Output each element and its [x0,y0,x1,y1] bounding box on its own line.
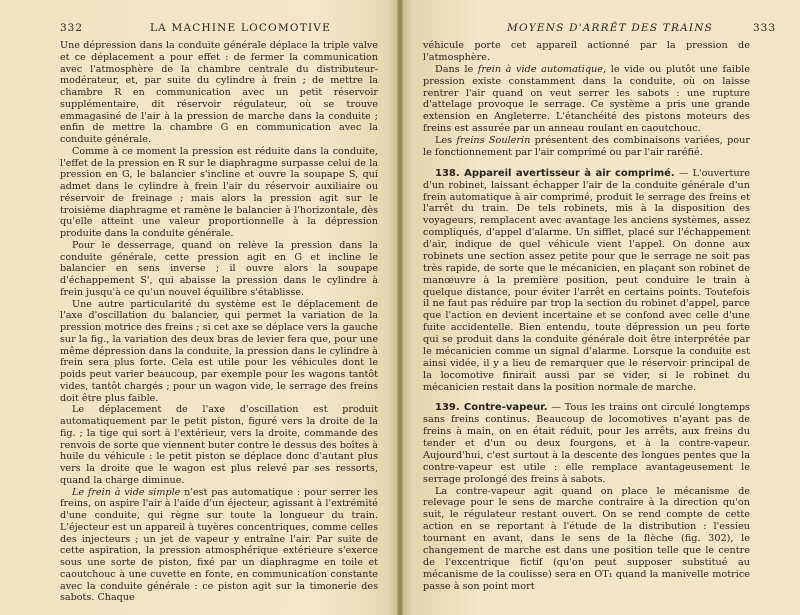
italic-term: Le frein à vide simple [72,486,181,498]
paragraph-text: — L'ouverture d'un robinet, laissant échapper l'air de la conduite générale d'un frein automatique à air comprimé, produit le serrage des freins et l'arrêt du train. De tels robinets, mis à la disposition des voyageurs, remplacent avec avantage les anciens systèmes, assez compliqués, d'appel d'alarme. Un sifflet, placé sur l'échappement d'air, indique de quel véhicule vient l'appel. On donne aux robinets une section assez petite pour que le serrage ne soit pas très rapide, de sorte que le mécanicien, en plaçant son robinet de manœuvre à la première position, peut conduire le train à quelque distance, pour éviter l'arrêt en certains points. Toutefois il ne faut pas réduire par trop la section du robinet d'appel, parce que l'action en devient incertaine et se confond avec celle d'une fuite accidentelle. Bien entendu, toute dépression un peu forte qui se produit dans la conduite générale doit être interprétée par le mécanicien comme un signal d'alarme. Lorsque la conduite est ainsi vidée, il y a lieu de remarquer que le réservoir principal de la locomotive finirait aussi par se vider, si le robinet du mécanicien restait dans la position normale de marche. [423,167,750,393]
paragraph-lead: Dans le [435,63,478,75]
paragraph-lead: Les [435,135,457,146]
book-gutter [397,0,403,615]
section-138 [423,168,750,394]
section-heading: 139. Contre-vapeur. [435,402,548,414]
running-title: LA MACHINE LOCOMOTIVE [150,22,331,34]
paragraph: La contre-vapeur agit quand on place le mécanisme de relevage pour le sens de marche contraire à la direction qu'on suit, le régulateur restant ouvert. On se rend compte de cette action en se reportant à l'étude de la distribution : l'essieu tournant en avant, dans le sens de la flèche (fig. 302), le changement de marche est dans une position telle que le centre de l'excentrique fictif (qu'on peut supposer substitué au mécanisme de la coulisse) sera en OT₁ quand la manivelle motrice passe à son point mort [423,485,750,592]
paragraph-text: — Tous les trains ont circulé longtemps sans freins continus. Beaucoup de locomotives n'ayant pas de freins à main, on en était réduit, pour les arrêts, aux freins du tender et d'un ou deux fourgons, et à la contre-vapeur. Aujourd'hui, c'est surtout à la descente des longues pentes que la contre-vapeur est utile : elle remplace avantageusement le serrage prolongé des freins à sabots. [423,402,750,485]
paragraph: Comme à ce moment la pression est réduite dans la conduite, l'effet de la pression en R sur le diaphragme surpasse celui de la pression en G, le balancier s'incline et ouvre la soupape S, qui admet dans le cylindre à frein l'air du réservoir auxiliaire ou réservoir de freinage ; mais alors la pression agit sur le troisième diaphragme et ramène le balancier à l'horizontale, dès qu'elle atteint une valeur proportionnelle à la dépression produite dans la conduite générale. [60,145,378,239]
paragraph: Le déplacement de l'axe d'oscillation est produit automatiquement par le petit piston, figuré vers la droite de la fig. ; la tige qui sort à l'extérieur, vers la droite, commande des renvois de sorte que viennent buter contre le dessus des boîtes à huile du véhicule : le petit piston se déplace donc d'autant plus vers la droite que le wagon est plus relevé par ses ressorts, quand la charge diminue. [60,404,378,486]
italic-term: frein à vide automatique [477,63,604,75]
paragraph-text: , le vide ou plutôt une faible pression existe constamment dans la conduite, où on laisse rentrer l'air quand on veut serrer les sabots : une rupture d'attelage provoque le serrage. Ce système a pris une grande extension en Angleterre. L'étanchéité des pistons moteurs des freins est assurée par un anneau roulant en caoutchouc. [423,63,750,135]
right-page-body [423,40,750,592]
section-139 [423,402,750,485]
paragraph-text: n'est pas automatique : pour serrer les freins, on aspire l'air à l'aide d'un éjecteur, agissant à l'extrémité d'une conduite, qui règne sur toute la longueur du train. L'éjecteur est un appareil à tuyères concentriques, comme celles des injecteurs ; un jet de vapeur y entraîne l'air. Par suite de cette aspiration, la pression atmosphérique extérieure s'exerce sous une sorte de piston, fixé par un diaphragme en toile et caoutchouc à une cuvette en fonte, en communication constante avec la conduite générale : ce piston agit sur la timonerie des sabots. Chaque [60,486,379,604]
left-page-body [60,40,378,604]
paragraph: véhicule porte cet appareil actionné par la pression de l'atmosphère. [423,40,750,63]
right-page [400,0,800,615]
italic-term: freins Soulerin [456,135,531,146]
paragraph: Une dépression dans la conduite générale déplace la triple valve et ce déplacement a pour effet : de fermer la communication avec l'atmosphère de la chambre centrale du distributeur-modérateur, et, par suite du cylindre à frein ; de mettre la chambre R en communication avec un petit réservoir supplémentaire, dit réservoir régulateur, où se trouve emmagasiné de l'air à la pression de marche dans la conduite ; enfin de mettre la chambre G en communication avec la conduite générale. [60,40,378,145]
paragraph-text: présentent des combinaisons variées, pour le fonctionnement par l'air comprimé ou par l'air raréfié. [423,135,750,158]
section-heading: 138. Appareil avertisseur à air comprimé. [435,167,675,179]
paragraph: Une autre particularité du système est le déplacement de l'axe d'oscillation du balancier, qui permet la variation de la pression motrice des freins ; si cet axe se déplace vers la gauche sur la fig., la variation des deux bras de levier fera que, pour une même dépression dans la conduite, la pression dans le cylindre à frein sera plus forte. Cela est utile pour les véhicules dont le poids peut varier beaucoup, par exemple pour les wagons tantôt vides, tantôt chargés ; pour un wagon vide, le serrage des freins doit être plus faible. [60,298,378,404]
running-title: MOYENS D'ARRÊT DES TRAINS [507,22,714,34]
paragraph [423,64,750,135]
paragraph [423,135,750,159]
page-number: 332 [60,22,84,34]
page-number: 333 [753,22,777,34]
paragraph: Pour le desserrage, quand on relève la pression dans la conduite générale, cette pression agit en G et incline le balancier en sens inverse ; il ouvre alors la soupape d'échappement S', qui abaisse la pression dans le cylindre à frein jusqu'à ce qu'un nouvel équilibre s'établisse. [60,239,378,298]
paragraph [60,487,378,605]
